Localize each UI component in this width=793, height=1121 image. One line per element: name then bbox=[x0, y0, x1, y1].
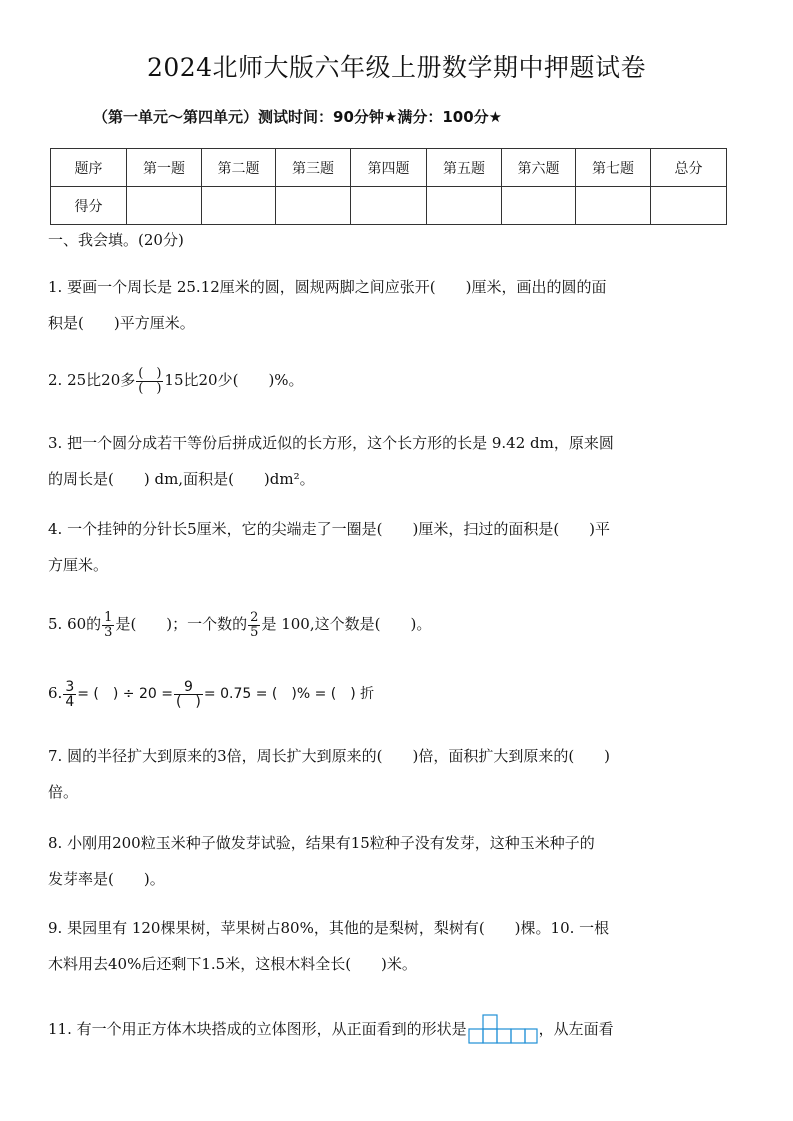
table-header-cell: 第三题 bbox=[276, 149, 351, 187]
question-7 bbox=[48, 738, 748, 810]
fraction-denominator: ( ) bbox=[138, 380, 162, 396]
question-text: 11. 有一个用正方体木块搭成的立体图形，从正面看到的形状是 bbox=[48, 1020, 467, 1038]
question-text: 8. 小刚用200粒玉米种子做发芽试验，结果有15粒种子没有发芽，这种玉米种子的 bbox=[48, 834, 595, 852]
score-table bbox=[50, 148, 727, 225]
figure-square bbox=[511, 1029, 525, 1043]
equation-text: = 0.75 = ( )% = ( ) 折 bbox=[203, 686, 375, 702]
fraction-numerator: 2 bbox=[250, 609, 259, 625]
table-header-cell: 第五题 bbox=[427, 149, 502, 187]
question-9-10 bbox=[48, 910, 748, 982]
score-cell[interactable] bbox=[276, 187, 351, 225]
score-table-score-row bbox=[51, 187, 727, 225]
question-text: 木料用去40%后还剩下1.5米，这根木料全长( )米。 bbox=[48, 955, 417, 973]
question-text: 发芽率是( )。 bbox=[48, 870, 165, 888]
fraction bbox=[248, 611, 260, 640]
question-text: 5. 60的 bbox=[48, 615, 102, 633]
page-title: 2024北师大版六年级上册数学期中押题试卷 bbox=[146, 53, 647, 82]
front-view-figure bbox=[467, 1013, 539, 1047]
figure-square bbox=[483, 1015, 497, 1029]
table-header-cell: 第一题 bbox=[127, 149, 202, 187]
row-label-cell: 得分 bbox=[51, 187, 127, 225]
fraction-numerator: 9 bbox=[174, 680, 203, 695]
fraction-numerator: 3 bbox=[65, 678, 75, 695]
score-cell[interactable] bbox=[127, 187, 202, 225]
question-8 bbox=[48, 825, 748, 897]
fraction-numerator: ( ) bbox=[138, 365, 162, 381]
table-header-cell: 第六题 bbox=[502, 149, 576, 187]
question-text: 6. bbox=[48, 684, 63, 702]
question-text: 9. 果园里有 120棵果树，苹果树占80%，其他的是梨树，梨树有( )棵。10. 一根 bbox=[48, 919, 610, 937]
question-text: 7. 圆的半径扩大到原来的3倍，周长扩大到原来的( )倍，面积扩大到原来的( ) bbox=[48, 747, 611, 765]
question-text: 是( )；一个数的 bbox=[115, 615, 248, 633]
question-text: ，从左面看 bbox=[538, 1020, 614, 1038]
score-cell[interactable] bbox=[427, 187, 502, 225]
table-header-cell: 第七题 bbox=[576, 149, 651, 187]
fraction-denominator: 4 bbox=[65, 693, 75, 710]
question-6 bbox=[48, 675, 748, 712]
question-text: 是 100,这个数是( )。 bbox=[261, 615, 432, 633]
question-text: 积是( )平方厘米。 bbox=[48, 314, 195, 332]
question-5 bbox=[48, 606, 748, 642]
figure-square bbox=[497, 1029, 511, 1043]
exam-info: （第一单元～第四单元）测试时间：90分钟★满分：100分★ bbox=[93, 108, 503, 126]
score-cell[interactable] bbox=[502, 187, 576, 225]
score-cell[interactable] bbox=[651, 187, 727, 225]
fraction-numerator: 1 bbox=[104, 609, 113, 625]
fraction bbox=[136, 367, 163, 396]
question-text: 3. 把一个圆分成若干等份后拼成近似的长方形，这个长方形的长是 9.42 dm，原来圆 bbox=[48, 434, 614, 452]
fraction bbox=[174, 680, 203, 709]
fraction bbox=[63, 680, 76, 709]
question-text: 2. 25比20多 bbox=[48, 371, 136, 389]
question-text: 倍。 bbox=[48, 783, 79, 801]
figure-square bbox=[525, 1029, 537, 1043]
fraction-denominator: 3 bbox=[104, 624, 113, 640]
section-heading: 一、我会填。(20分) bbox=[48, 231, 184, 249]
table-header-cell: 第二题 bbox=[202, 149, 276, 187]
fraction-denominator: 5 bbox=[250, 624, 259, 640]
score-cell[interactable] bbox=[351, 187, 427, 225]
question-3 bbox=[48, 425, 748, 497]
table-header-cell: 总分 bbox=[651, 149, 727, 187]
question-text: 方厘米。 bbox=[48, 556, 109, 574]
equation-text: = ( ) ÷ 20 = bbox=[77, 686, 173, 702]
table-header-cell: 题序 bbox=[51, 149, 127, 187]
question-4 bbox=[48, 511, 748, 583]
question-text: 15比20少( )%。 bbox=[164, 371, 304, 389]
table-header-cell: 第四题 bbox=[351, 149, 427, 187]
question-text: 1. 要画一个周长是 25.12厘米的圆，圆规两脚之间应张开( )厘米，画出的圆的面 bbox=[48, 278, 607, 296]
score-table-header-row bbox=[51, 149, 727, 187]
question-text: 的周长是( ) dm,面积是( )dm²。 bbox=[48, 470, 315, 488]
score-cell[interactable] bbox=[576, 187, 651, 225]
question-2 bbox=[48, 362, 748, 398]
figure-square bbox=[469, 1029, 483, 1043]
figure-square bbox=[483, 1029, 497, 1043]
question-11 bbox=[48, 1011, 748, 1047]
question-1 bbox=[48, 269, 748, 341]
fraction bbox=[102, 611, 114, 640]
question-text: 4. 一个挂钟的分针长5厘米，它的尖端走了一圈是( )厘米，扫过的面积是( )平 bbox=[48, 520, 611, 538]
score-cell[interactable] bbox=[202, 187, 276, 225]
fraction-denominator: ( ) bbox=[175, 693, 201, 710]
